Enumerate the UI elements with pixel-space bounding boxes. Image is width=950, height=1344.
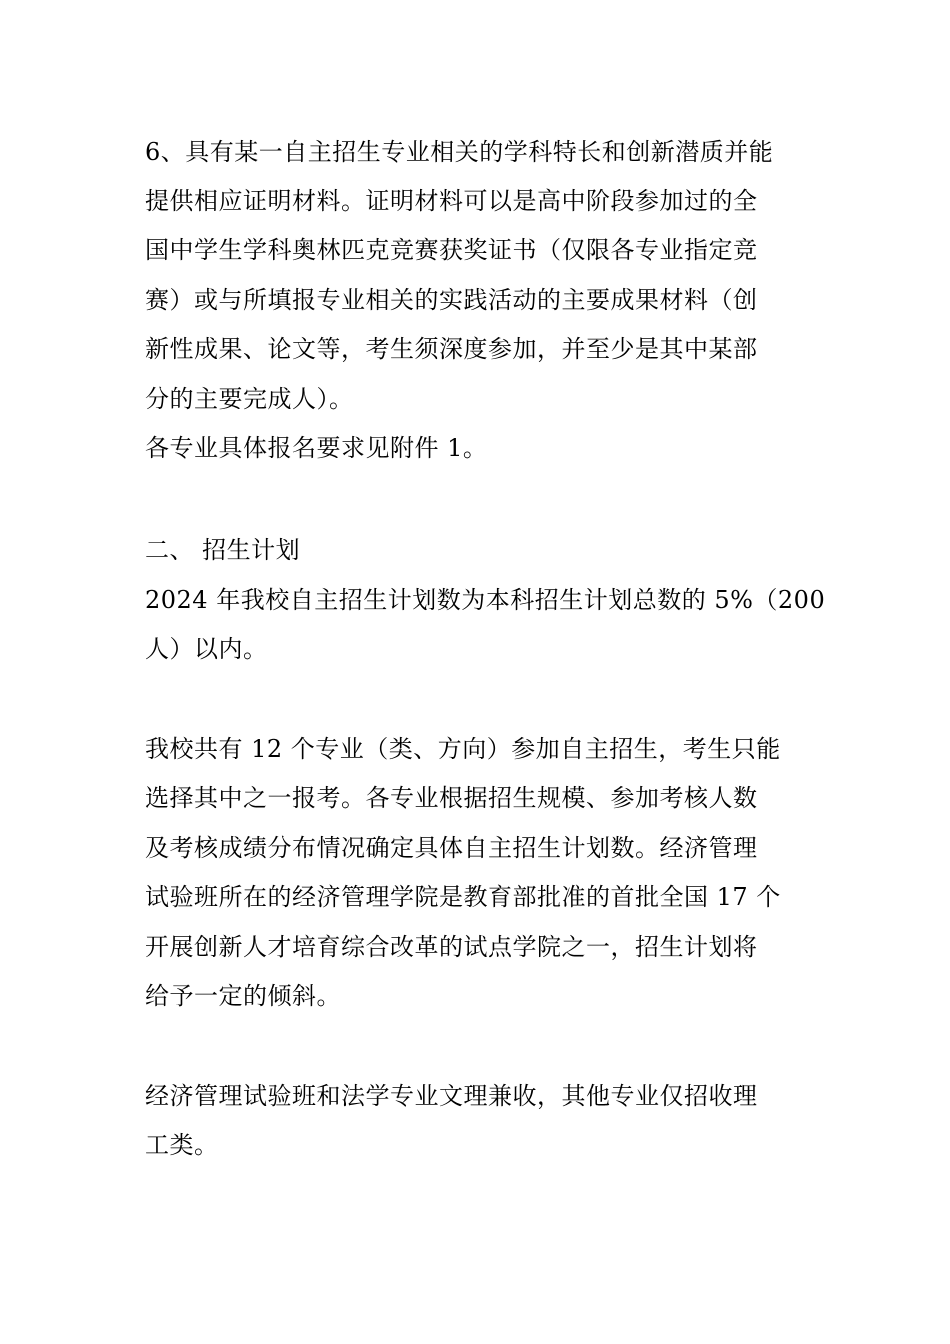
plan-paragraph-line-2: 人）以内。: [145, 635, 268, 663]
section-heading: 二、 招生计划: [145, 536, 301, 564]
majors-paragraph-line-5: 开展创新人才培育综合改革的试点学院之一，招生计划将: [145, 933, 758, 961]
majors-paragraph-line-6: 给予一定的倾斜。: [145, 982, 341, 1010]
item6-line-3: 国中学生学科奥林匹克竞赛获奖证书（仅限各专业指定竞: [145, 236, 758, 264]
item6-line-6: 分的主要完成人）。: [145, 385, 354, 413]
admission-type-line-2: 工类。: [145, 1131, 219, 1159]
majors-paragraph-line-3: 及考核成绩分布情况确定具体自主招生计划数。经济管理: [145, 834, 758, 862]
item6-line-5: 新性成果、论文等，考生须深度参加，并至少是其中某部: [145, 335, 758, 363]
item6-line-2: 提供相应证明材料。证明材料可以是高中阶段参加过的全: [145, 187, 758, 215]
plan-paragraph-line-1: 2024 年我校自主招生计划数为本科招生计划总数的 5%（200: [145, 586, 826, 614]
item6-line-4: 赛）或与所填报专业相关的实践活动的主要成果材料（创: [145, 286, 758, 314]
admission-type-line-1: 经济管理试验班和法学专业文理兼收，其他专业仅招收理: [145, 1082, 758, 1110]
requirements-note: 各专业具体报名要求见附件 1。: [145, 434, 488, 462]
majors-paragraph-line-2: 选择其中之一报考。各专业根据招生规模、参加考核人数: [145, 784, 758, 812]
item6-line-1: 6、具有某一自主招生专业相关的学科特长和创新潜质并能: [145, 138, 774, 166]
majors-paragraph-line-1: 我校共有 12 个专业（类、方向）参加自主招生，考生只能: [145, 735, 781, 763]
majors-paragraph-line-4: 试验班所在的经济管理学院是教育部批准的首批全国 17 个: [145, 883, 781, 911]
